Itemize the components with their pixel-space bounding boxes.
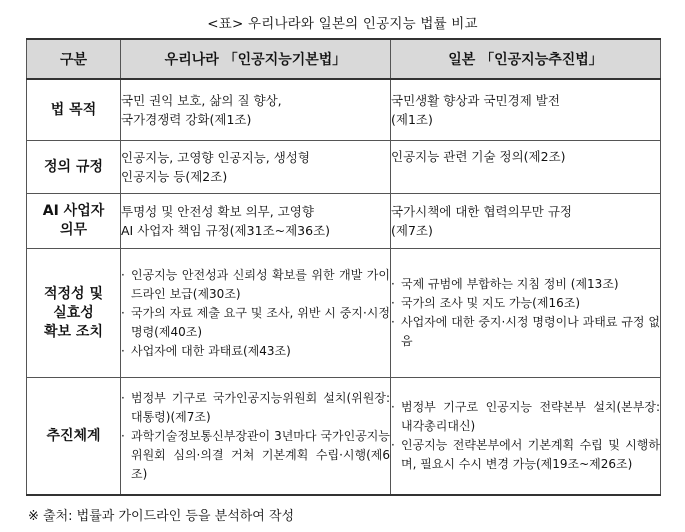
cell-line: 인공지능, 고영향 인공지능, 생성형 <box>121 150 310 165</box>
category-line: 의무 <box>59 222 88 238</box>
cell-line: (제1조) <box>391 112 433 127</box>
bullet-marker: · <box>121 267 125 282</box>
header-row <box>27 39 661 79</box>
cell-line: AI 사업자 책임 규정(제31조~제36조) <box>121 223 331 238</box>
korea-cell <box>121 141 391 194</box>
bullet-item <box>391 294 660 313</box>
bullet-item <box>121 342 390 361</box>
cell-line: 투명성 및 안전성 확보 의무, 고영향 <box>121 204 314 219</box>
cell-line: 인공지능 관련 기술 정의(제2조) <box>391 149 566 164</box>
bullet-item <box>121 427 390 484</box>
bullet-marker: · <box>121 305 125 320</box>
bullet-text: 사업자에 대한 과태료(제43조) <box>131 343 291 358</box>
bullet-item <box>391 275 660 294</box>
category-line: 실효성 <box>53 304 94 321</box>
category-line: AI 사업자 <box>42 203 105 219</box>
header-korea: 우리나라 「인공지능기본법」 <box>121 39 391 79</box>
source-note: ※ 출처: 법률과 가이드라인 등을 분석하여 작성 <box>28 509 295 524</box>
cell-line: 국민생활 향상과 국민경제 발전 <box>391 93 560 108</box>
table-row <box>27 194 661 249</box>
header-category: 구분 <box>27 39 121 79</box>
cell-line: (제7조) <box>391 223 433 238</box>
bullet-item <box>121 266 390 304</box>
bullet-item <box>121 304 390 342</box>
japan-cell <box>391 79 661 141</box>
table-title: <표> 우리나라와 일본의 인공지능 법률 비교 <box>207 16 478 32</box>
korea-cell <box>121 249 391 378</box>
bullet-marker: · <box>121 390 125 405</box>
bullet-text: 과학기술정보통신부장관이 3년마다 국가인공지능위원회 심의·의결 거쳐 기본계획 수립·시행(제6조) <box>131 428 390 481</box>
bullet-text: 사업자에 대한 중지·시정 명령이나 과태료 규정 없음 <box>401 315 660 348</box>
bullet-marker: · <box>121 428 125 443</box>
table-row <box>27 378 661 496</box>
table-row <box>27 249 661 378</box>
row-category: 법 목적 <box>27 79 121 141</box>
korea-cell <box>121 194 391 249</box>
bullet-item <box>121 389 390 427</box>
bullet-text: 인공지능 전략본부에서 기본계획 수립 및 시행하며, 필요시 수시 변경 가능(제19조~제26조) <box>401 438 660 471</box>
row-category <box>27 194 121 249</box>
category-line: 확보 조치 <box>44 323 103 340</box>
comparison-table <box>26 38 661 496</box>
bullet-text: 국가의 자료 제출 요구 및 조사, 위반 시 중지·시정 명령(제40조) <box>131 305 390 339</box>
japan-cell <box>391 141 661 194</box>
bullet-item <box>391 313 660 351</box>
row-category: 추진체계 <box>27 378 121 496</box>
korea-cell <box>121 79 391 141</box>
table-row <box>27 141 661 194</box>
bullet-text: 인공지능 안전성과 신뢰성 확보를 위한 개발 가이드라인 보급(제30조) <box>131 267 390 301</box>
bullet-marker: · <box>391 277 395 291</box>
bullet-marker: · <box>391 438 395 452</box>
bullet-text: 국제 규범에 부합하는 지침 정비 (제13조) <box>401 277 619 291</box>
japan-cell <box>391 378 661 496</box>
bullet-item <box>391 436 660 474</box>
japan-cell <box>391 249 661 378</box>
korea-cell <box>121 378 391 496</box>
cell-line: 국가경쟁력 강화(제1조) <box>121 112 252 127</box>
row-category: 정의 규정 <box>27 141 121 194</box>
header-japan: 일본 「인공지능추진법」 <box>391 39 661 79</box>
row-category <box>27 249 121 378</box>
cell-line: 국가시책에 대한 협력의무만 규정 <box>391 204 572 219</box>
cell-line: 국민 권익 보호, 삶의 질 향상, <box>121 93 282 108</box>
bullet-text: 범정부 기구로 국가인공지능위원회 설치(위원장: 대통령)(제7조) <box>131 390 390 424</box>
table-row <box>27 79 661 141</box>
bullet-marker: · <box>391 296 395 310</box>
japan-cell <box>391 194 661 249</box>
bullet-text: 국가의 조사 및 지도 가능(제16조) <box>401 296 580 310</box>
category-line: 적정성 및 <box>44 285 103 302</box>
bullet-marker: · <box>391 400 395 414</box>
cell-line: 인공지능 등(제2조) <box>121 169 228 184</box>
bullet-item <box>391 398 660 436</box>
bullet-text: 범정부 기구로 인공지능 전략본부 설치(본부장: 내각총리대신) <box>401 400 660 433</box>
bullet-marker: · <box>391 315 395 329</box>
bullet-marker: · <box>121 343 125 358</box>
